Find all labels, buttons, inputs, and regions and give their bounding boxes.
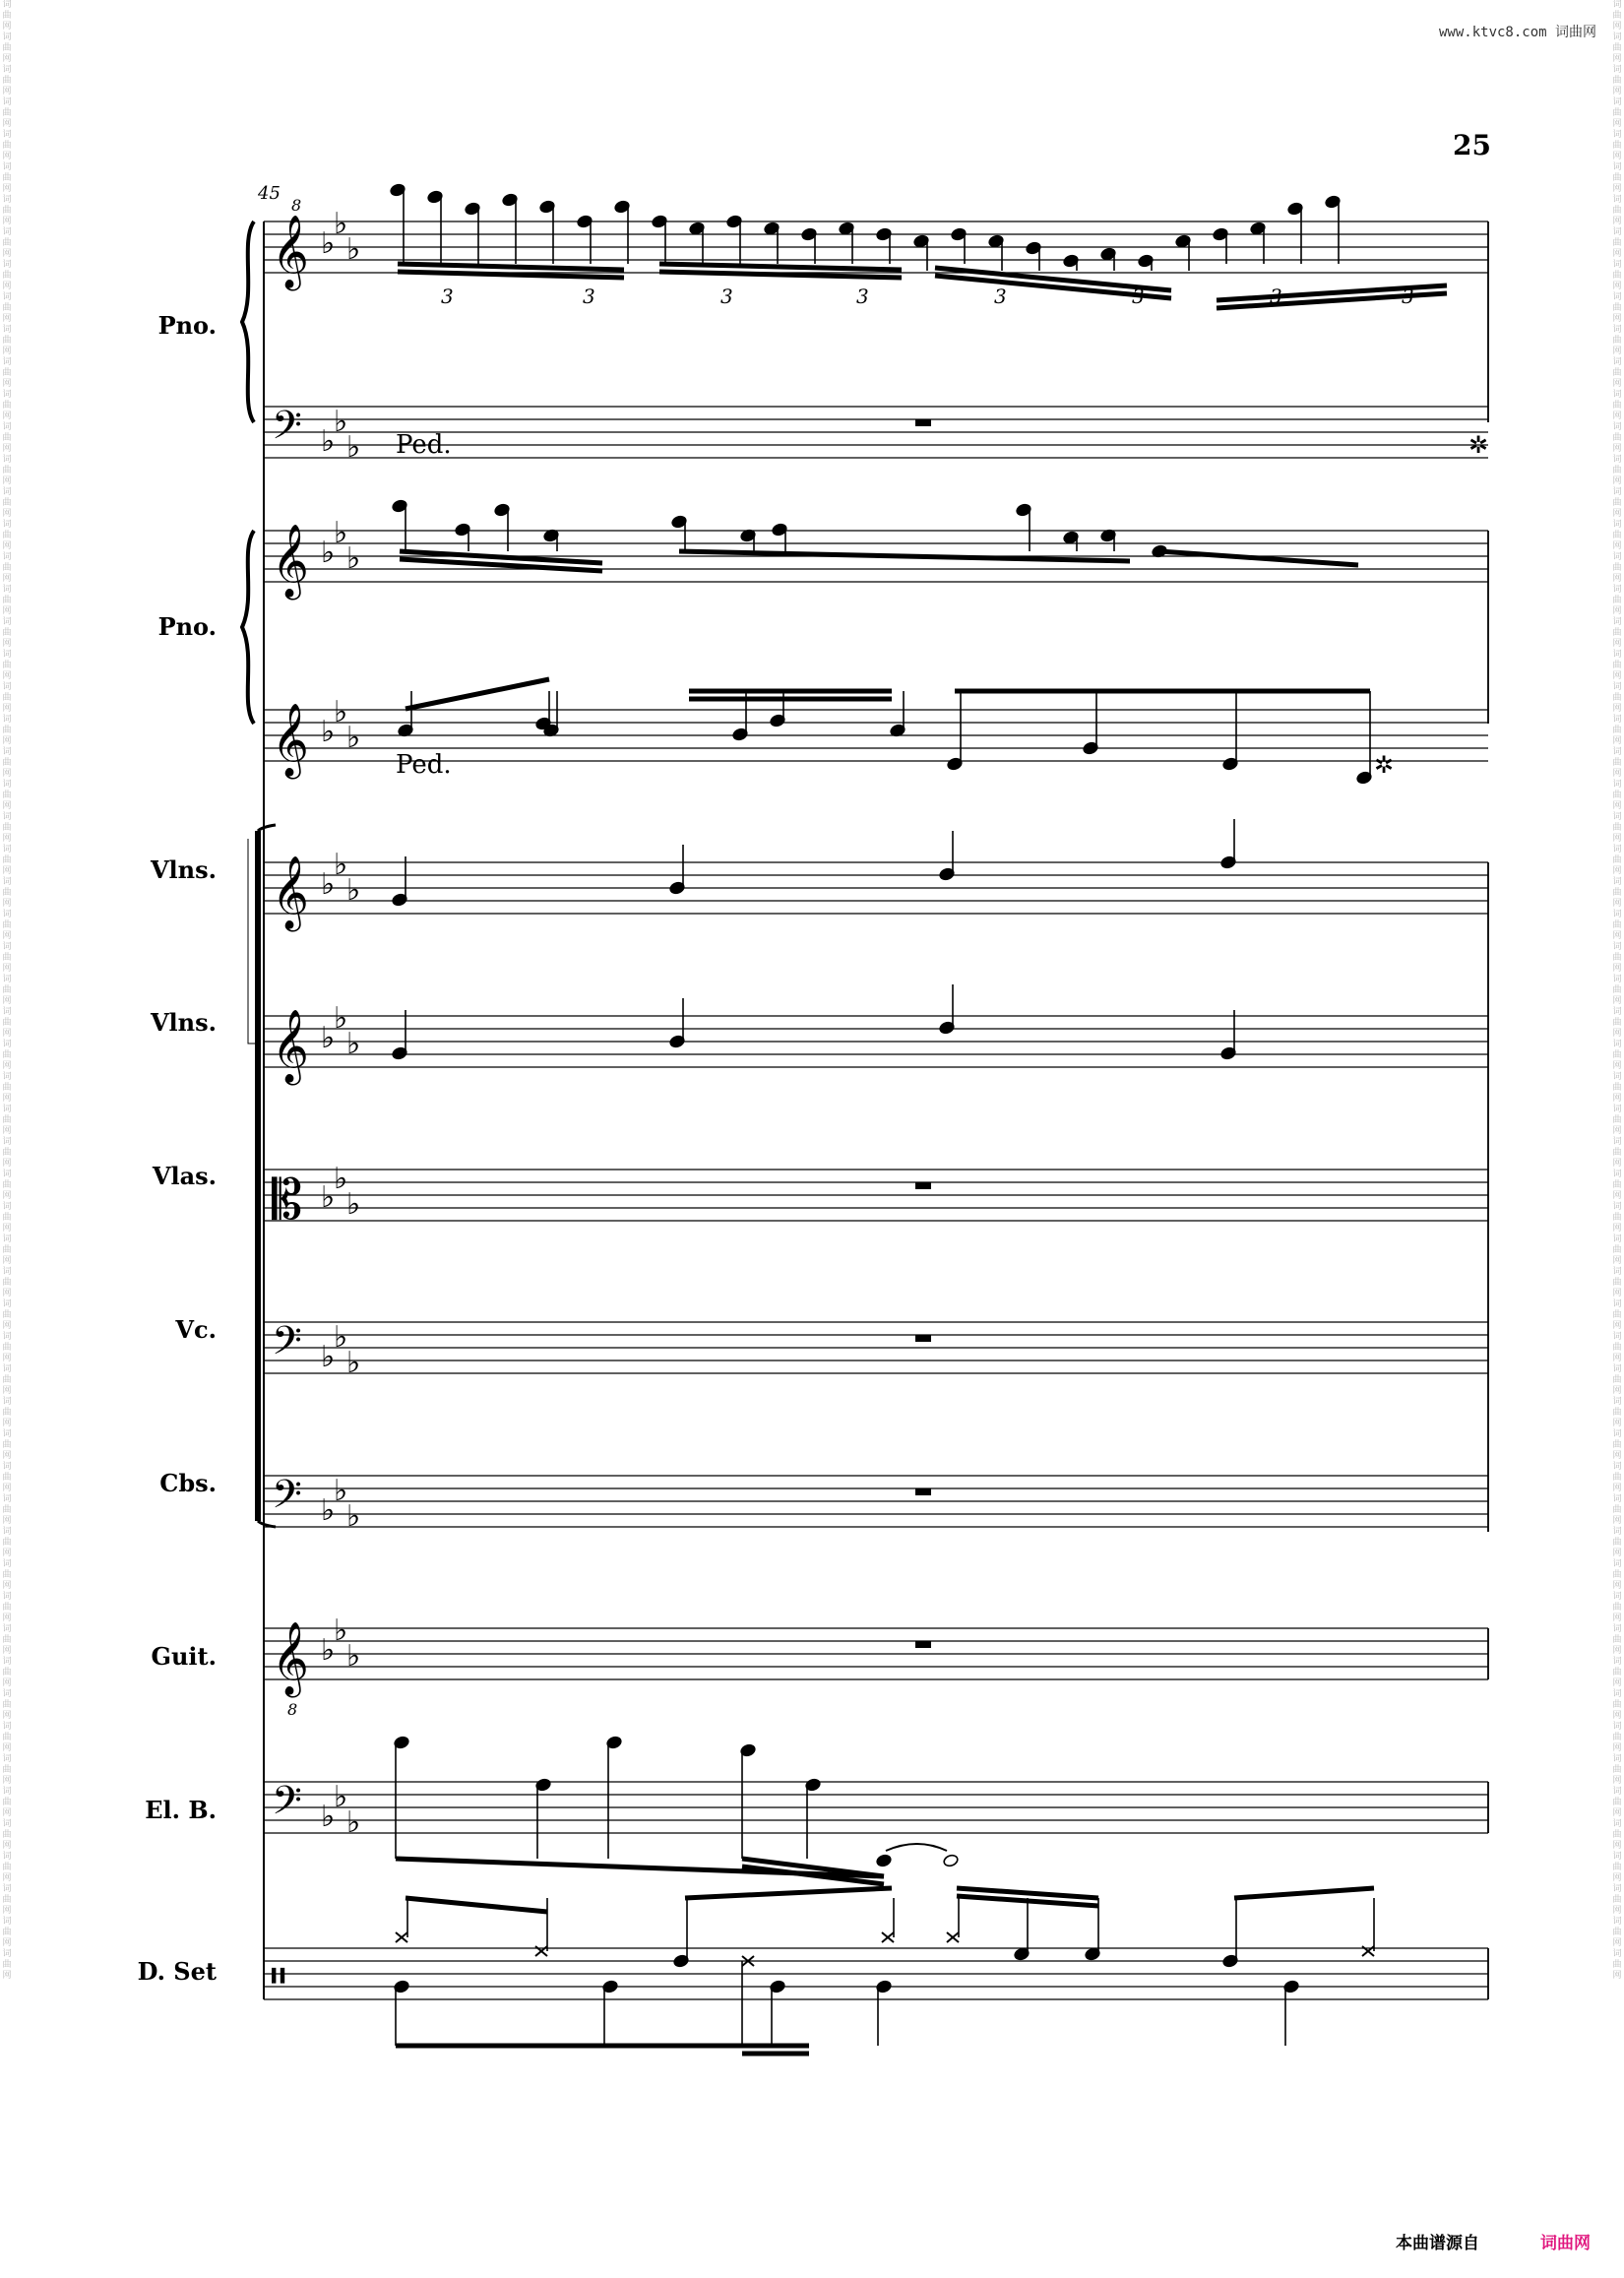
flat-icon: ♭ [346, 1027, 361, 1061]
beam [685, 1888, 892, 1898]
cross-note-head [882, 1932, 894, 1942]
flat-icon: ♭ [334, 516, 348, 550]
label-contrabass: Cbs. [159, 1469, 217, 1497]
label-piano-2: Pno. [157, 612, 217, 641]
clef-treble-icon: 𝄞 [272, 525, 309, 598]
clef-bass-icon: 𝄢 [272, 1318, 302, 1373]
flat-icon: ♭ [346, 1639, 361, 1674]
flat-icon: ♭ [334, 695, 348, 729]
header-site-name[interactable]: 词曲网 [1555, 25, 1597, 40]
flat-icon: ♭ [321, 867, 336, 902]
flat-icon: ♭ [321, 536, 336, 570]
half-note [943, 1854, 960, 1867]
pedal-down-mark: Ped. [396, 430, 452, 460]
flat-icon: ♭ [346, 1499, 361, 1534]
system-brackets [242, 221, 276, 1527]
label-guitar: Guit. [151, 1642, 217, 1671]
clef-treble-icon: 𝄞 [272, 216, 309, 288]
whole-rest [915, 1335, 931, 1342]
beam [398, 264, 624, 270]
whole-rest [915, 1488, 931, 1495]
flat-icon: ♭ [334, 848, 348, 882]
score-text [287, 196, 1488, 1719]
flat-icon: ♭ [334, 207, 348, 241]
measure-number: 45 [258, 183, 281, 204]
clef-perc-icon: 𝄥 [272, 1952, 285, 2002]
flat-icon: ♭ [334, 1474, 348, 1508]
clef-treble-icon: 𝄞 [272, 1622, 309, 1695]
piano2-brace [242, 531, 254, 724]
flat-icon: ♭ [346, 1805, 361, 1840]
flat-icon: ♭ [334, 405, 348, 439]
clef-treble-icon: 𝄞 [272, 1010, 309, 1083]
notes [390, 183, 1447, 2054]
header-url[interactable]: www.ktvc8.com [1439, 25, 1547, 40]
beam [1234, 1888, 1374, 1898]
flat-icon: ♭ [334, 1162, 348, 1196]
clefs [272, 216, 309, 2002]
clef-bass-icon: 𝄢 [272, 403, 302, 458]
tuplet-number: 3 [1402, 285, 1414, 308]
piano1-brace [242, 221, 254, 422]
flat-icon: ♭ [334, 1780, 348, 1814]
clef-treble-icon: 𝄞 [272, 856, 309, 929]
beam [659, 264, 902, 270]
whole-rest [915, 419, 931, 426]
pedal-down-mark: Ped. [396, 750, 452, 780]
whole-rests [915, 419, 931, 1648]
tuplet-number: 3 [441, 285, 454, 308]
left-watermark: 词曲网词曲网词曲网词曲网词曲网词曲网词曲网词曲网词曲网词曲网词曲网词曲网词曲网词曲网词曲网词曲网词曲网词曲网词曲网词曲网词曲网词曲网词曲网词曲网词曲网词曲网词曲网词曲网词曲网词曲网词曲网词曲网词曲网词曲网词曲网词曲网词曲网词曲网词曲网词曲网词曲网词曲网词曲网词曲网词曲网词曲网词曲网词曲网词曲网词曲网词曲网词曲网词曲网词曲网词曲网词曲网词曲网词曲网词曲网词曲网词曲网 [2, 0, 12, 1981]
flat-icon: ♭ [346, 721, 361, 755]
flat-icon: ♭ [321, 424, 336, 459]
flat-icon: ♭ [334, 1320, 348, 1355]
clef-bass-icon: 𝄢 [272, 1472, 302, 1527]
pedal-up-icon: ✲ [1374, 751, 1395, 779]
label-electric-bass: El. B. [145, 1796, 217, 1824]
clef-treble-icon: 𝄞 [272, 704, 309, 777]
tuplet-number: 3 [583, 285, 595, 308]
flat-icon: ♭ [334, 1614, 348, 1648]
flat-icon: ♭ [321, 1340, 336, 1374]
tie [886, 1844, 947, 1851]
tuplet-number: 3 [720, 285, 733, 308]
staff-lines [264, 221, 1488, 1999]
cross-note-head [396, 1932, 407, 1942]
flat-icon: ♭ [321, 1633, 336, 1668]
label-drum-set: D. Set [137, 1957, 217, 1986]
label-piano-1: Pno. [157, 311, 217, 340]
flat-icon: ♭ [334, 1001, 348, 1036]
page-number: 25 [1453, 129, 1491, 161]
cross-note-head [947, 1932, 959, 1942]
strings-bracket-top [258, 825, 276, 831]
flat-icon: ♭ [321, 1021, 336, 1055]
flat-icon: ♭ [346, 873, 361, 908]
label-cello: Vc. [175, 1315, 217, 1344]
pedal-up-icon: ✲ [1468, 431, 1489, 459]
whole-rest [915, 1641, 931, 1648]
beam [406, 679, 549, 709]
flat-icon: ♭ [346, 1187, 361, 1222]
flat-icon: ♭ [346, 430, 361, 465]
footer-source-label: 本曲谱源自 [1396, 2234, 1479, 2253]
flat-icon: ♭ [346, 1346, 361, 1380]
flat-icon: ♭ [346, 541, 361, 576]
flat-icon: ♭ [321, 226, 336, 261]
flat-icon: ♭ [321, 1493, 336, 1528]
flat-icon: ♭ [321, 715, 336, 749]
key-signatures [321, 207, 360, 1840]
flat-icon: ♭ [321, 1800, 336, 1834]
clef-alto-icon: 𝄡 [272, 1169, 303, 1233]
tuplet-number: 3 [1270, 285, 1282, 308]
beam [1159, 551, 1358, 565]
whole-rest [915, 1182, 931, 1189]
right-watermark: 词曲网词曲网词曲网词曲网词曲网词曲网词曲网词曲网词曲网词曲网词曲网词曲网词曲网词曲网词曲网词曲网词曲网词曲网词曲网词曲网词曲网词曲网词曲网词曲网词曲网词曲网词曲网词曲网词曲网词曲网词曲网词曲网词曲网词曲网词曲网词曲网词曲网词曲网词曲网词曲网词曲网词曲网词曲网词曲网词曲网词曲网词曲网词曲网词曲网词曲网词曲网词曲网词曲网词曲网词曲网词曲网词曲网词曲网词曲网词曲网词曲网 [1612, 0, 1622, 1981]
beam [406, 1898, 547, 1912]
tuplet-number: 3 [1132, 285, 1145, 308]
tuplet-number: 3 [994, 285, 1007, 308]
tuplet-number: 3 [856, 285, 869, 308]
label-violins-1: Vlns. [150, 855, 217, 884]
ottava-mark: 8 [291, 196, 302, 215]
label-violas: Vlas. [152, 1162, 217, 1190]
guitar-octave-mark: 8 [287, 1700, 298, 1719]
flat-icon: ♭ [321, 1180, 336, 1215]
barlines [264, 221, 1488, 1999]
label-violins-2: Vlns. [150, 1008, 217, 1037]
footer-site-link[interactable]: 词曲网 [1540, 2234, 1591, 2253]
clef-bass-icon: 𝄢 [272, 1778, 302, 1833]
flat-icon: ♭ [346, 232, 361, 267]
